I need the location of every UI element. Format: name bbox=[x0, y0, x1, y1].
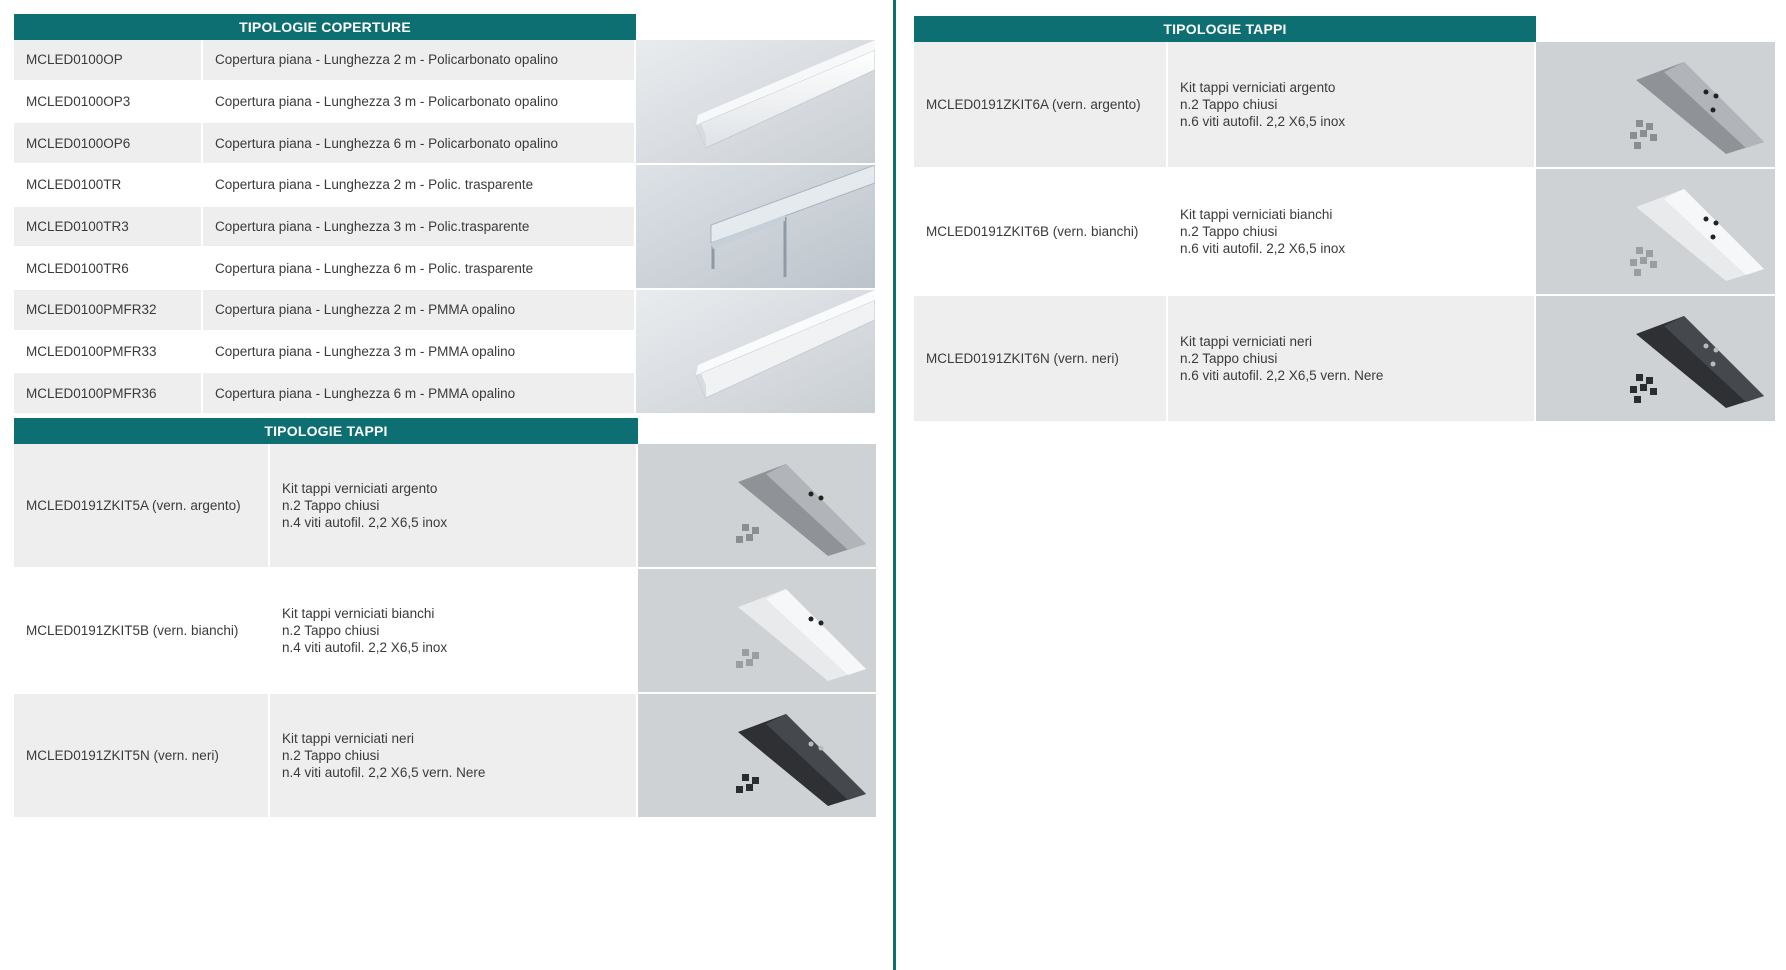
product-code: MCLED0100OP6 bbox=[14, 123, 203, 165]
table-row bbox=[14, 40, 875, 82]
product-code: MCLED0100TR6 bbox=[14, 248, 203, 290]
table-row bbox=[914, 296, 1775, 423]
tappi-right-header: TIPOLOGIE TAPPI bbox=[914, 16, 1536, 42]
product-code: MCLED0100OP bbox=[14, 40, 203, 82]
end-cap-white-image bbox=[1536, 169, 1775, 296]
product-description: Kit tappi verniciati neri n.2 Tappo chiusi n.6 viti autofil. 2,2 X6,5 vern. Nere bbox=[1168, 296, 1536, 423]
table-row bbox=[914, 42, 1775, 169]
product-code: MCLED0191ZKIT5N (vern. neri) bbox=[14, 694, 270, 819]
coperture-section bbox=[14, 14, 875, 415]
table-row bbox=[14, 569, 876, 694]
tappi-right-table bbox=[914, 42, 1775, 423]
product-code: MCLED0100PMFR36 bbox=[14, 373, 203, 415]
end-cap-white-image bbox=[638, 569, 876, 694]
cover-opal-image bbox=[636, 40, 875, 165]
table-row bbox=[14, 165, 875, 207]
product-code: MCLED0191ZKIT5A (vern. argento) bbox=[14, 444, 270, 569]
table-row bbox=[914, 169, 1775, 296]
product-description: Copertura piana - Lunghezza 6 m - Policarbonato opalino bbox=[203, 123, 636, 165]
end-cap-silver-image bbox=[1536, 42, 1775, 169]
product-code: MCLED0191ZKIT6B (vern. bianchi) bbox=[914, 169, 1168, 296]
end-cap-black-image bbox=[638, 694, 876, 819]
tappi-left-section bbox=[14, 418, 876, 819]
product-description: Copertura piana - Lunghezza 3 m - Polic.trasparente bbox=[203, 207, 636, 249]
tappi-left-header: TIPOLOGIE TAPPI bbox=[14, 418, 638, 444]
product-description: Kit tappi verniciati argento n.2 Tappo chiusi n.6 viti autofil. 2,2 X6,5 inox bbox=[1168, 42, 1536, 169]
product-description: Kit tappi verniciati argento n.2 Tappo chiusi n.4 viti autofil. 2,2 X6,5 inox bbox=[270, 444, 638, 569]
tappi-right-section bbox=[914, 16, 1775, 423]
product-description: Copertura piana - Lunghezza 6 m - PMMA opalino bbox=[203, 373, 636, 415]
product-code: MCLED0191ZKIT6A (vern. argento) bbox=[914, 42, 1168, 169]
table-row bbox=[14, 444, 876, 569]
product-description: Kit tappi verniciati bianchi n.2 Tappo chiusi n.4 viti autofil. 2,2 X6,5 inox bbox=[270, 569, 638, 694]
tappi-left-table bbox=[14, 444, 876, 819]
product-code: MCLED0100OP3 bbox=[14, 82, 203, 124]
product-description: Copertura piana - Lunghezza 3 m - PMMA opalino bbox=[203, 332, 636, 374]
table-row bbox=[14, 290, 875, 332]
product-description: Kit tappi verniciati neri n.2 Tappo chiusi n.4 viti autofil. 2,2 X6,5 vern. Nere bbox=[270, 694, 638, 819]
product-code: MCLED0100PMFR33 bbox=[14, 332, 203, 374]
product-code: MCLED0100PMFR32 bbox=[14, 290, 203, 332]
end-cap-silver-image bbox=[638, 444, 876, 569]
product-description: Copertura piana - Lunghezza 3 m - Policarbonato opalino bbox=[203, 82, 636, 124]
product-description: Copertura piana - Lunghezza 2 m - Polic. trasparente bbox=[203, 165, 636, 207]
product-code: MCLED0100TR3 bbox=[14, 207, 203, 249]
product-description: Kit tappi verniciati bianchi n.2 Tappo chiusi n.6 viti autofil. 2,2 X6,5 inox bbox=[1168, 169, 1536, 296]
product-code: MCLED0191ZKIT6N (vern. neri) bbox=[914, 296, 1168, 423]
product-description: Copertura piana - Lunghezza 2 m - Policarbonato opalino bbox=[203, 40, 636, 82]
product-description: Copertura piana - Lunghezza 2 m - PMMA opalino bbox=[203, 290, 636, 332]
coperture-table bbox=[14, 40, 875, 415]
product-code: MCLED0100TR bbox=[14, 165, 203, 207]
product-code: MCLED0191ZKIT5B (vern. bianchi) bbox=[14, 569, 270, 694]
cover-pmma-image bbox=[636, 290, 875, 415]
coperture-header: TIPOLOGIE COPERTURE bbox=[14, 14, 636, 40]
table-row bbox=[14, 694, 876, 819]
product-description: Copertura piana - Lunghezza 6 m - Polic. trasparente bbox=[203, 248, 636, 290]
end-cap-black-image bbox=[1536, 296, 1775, 423]
column-divider bbox=[893, 0, 896, 970]
cover-transparent-image bbox=[636, 165, 875, 290]
